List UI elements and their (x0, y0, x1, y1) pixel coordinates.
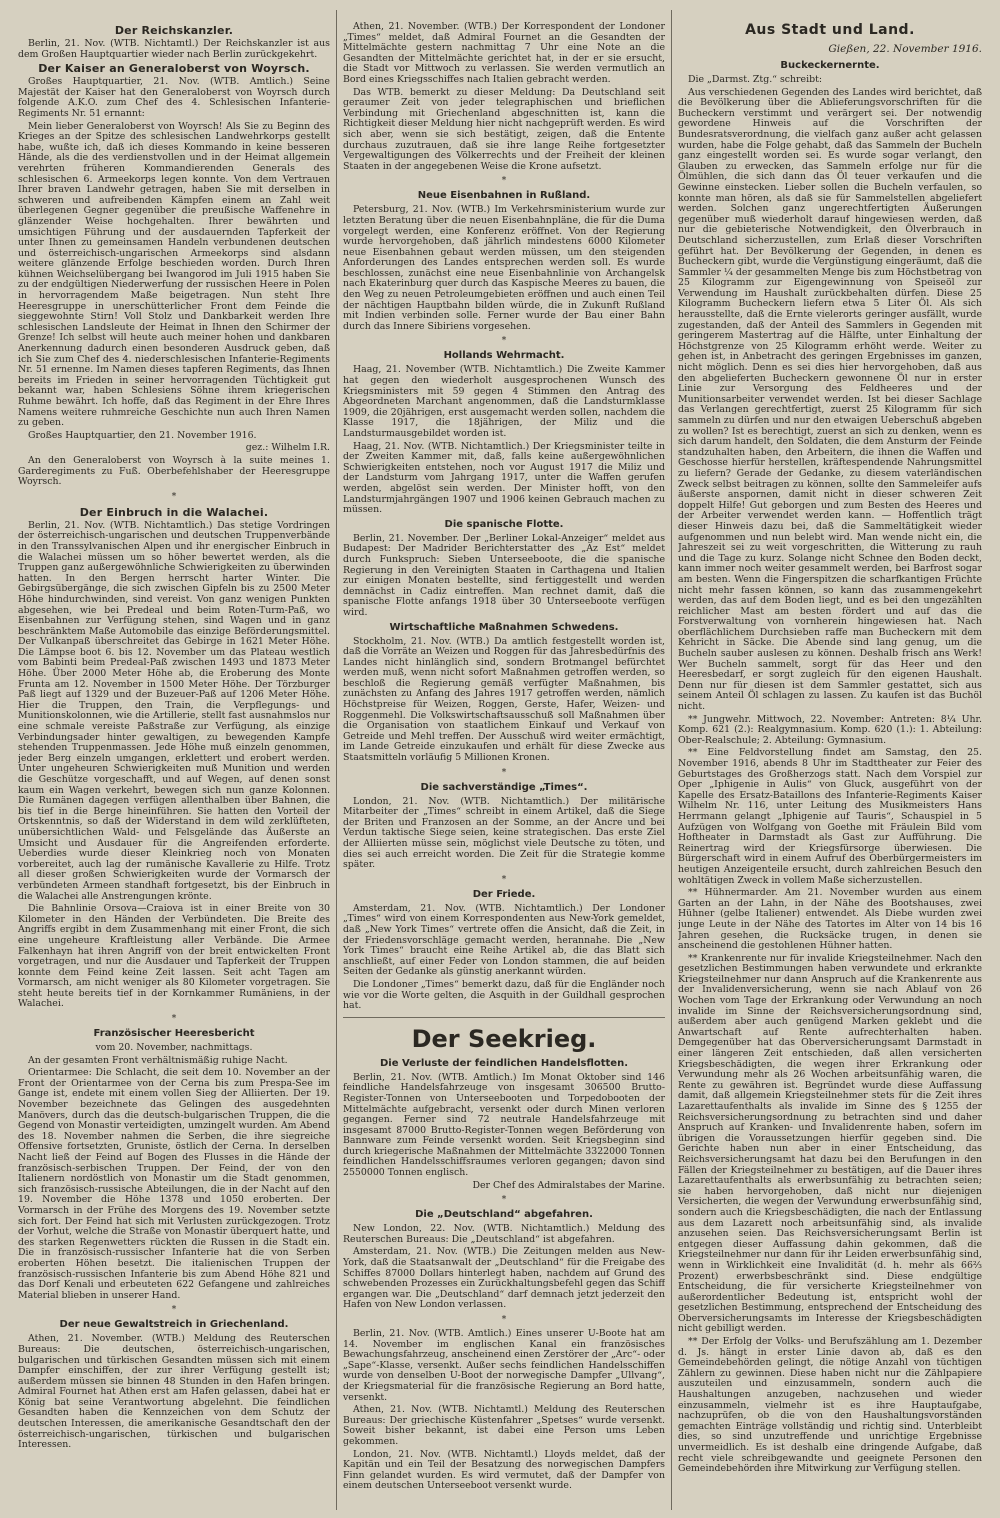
article-subheadline: vom 20. November, nachmittags. (95, 1042, 253, 1054)
article-paragraph: Die Bahnlinie Orsova—Craiova ist in einer Breite von 30 Kilometer in den Händen der Verbündeten. Die Breite des Angriffs ergibt in dem Zusammenhang mit einer Front, die sich eine ungeheure Kraftleistung aller Verbände. Die Armee Falkenhayn hat ihren Angriff von der breit entwickelten Front vorgetragen, und nur die Ausdauer und Tapferkeit der Truppen konnte dem Feind keine Zeit lassen. Seit acht Tagen am Vormarsch, am nicht weniger als 80 Kilometer vorgetragen. Sie steht heute bereits tief in der Kornkammer Rumäniens, in der Walachei. (18, 903, 330, 1010)
column-middle (343, 22, 665, 1510)
article-paragraph: Großes Hauptquartier, 21. Nov. (WTB. Amtlich.) Seine Majestät der Kaiser hat den Generaloberst von Woyrsch durch folgende A.K.O. zum Chef des 4. Schlesischen Infanterie-Regiments Nr. 51 ernannt: (18, 76, 330, 119)
article-paragraph: Petersburg, 21. Nov. (WTB.) Im Verkehrsministerium wurde zur letzten Beratung über die neuen Eisenbahnpläne, die für die Duma vorgelegt werden, eine Konferenz eröffnet. Von der Regierung wurde hervorgehoben, daß jährlich mindestens 6000 Kilometer neue Eisenbahnen gebaut werden müssen, um den steigenden Anforderungen des Landes entsprechen werden soll. Es wurde beschlossen, zunächst eine neue Eisenbahnlinie von Archangelsk nach Ekaterinburg quer durch das Kaspische Meeres zu bauen, die den Weg zu neuen Petroleumgebieten eröffnen und auch einen Teil der nächtigen Hauptbahn bilden würde, die in Zukunft Rußland mit Indien verbinden solle. Ferner wurde der Bau einer Bahn durch das Innere Sibiriens vorgesehen. (343, 204, 665, 332)
article-headline: Die spanische Flotte. (444, 518, 564, 530)
separator-asterisk: * (501, 336, 507, 347)
article-paragraph: Orientarmee: Die Schlacht, die seit dem 10. November an der Front der Orientarmee von der Cerna bis zum Prespa-See im Gange ist, endete mit einem vollen Sieg der Alliierten. Der 19. November bezeichnete das Gelingen des ausgedehnten Manövers, durch das die deutsch-bulgarischen Truppen, die die Gegend von Monastir verteidigten, umzingelt wurden. Am Abend des 18. November nahmen die Serben, die ihre siegreiche Offensive fortsetzten, Gruniste, östlich der Cerna. In derselben Nacht ließ der Feind auf Bogen des Flusses in die Hände der französisch-serbischen Truppen. Der Feind, der von den Italienern nordöstlich von Monastir um die Stadt genommen, sich französisch-russische Abteilungen, die in der Nacht auf den 19. November die Höhe 1378 und 1050 eroberten. Der Vormarsch in der Frühe des Morgens des 19. November setzte sich fort. Der Feind hat sich mit Verlusten zurückgezogen. Trotz der Vorhut, welche die Straße von Monastir überquert hatte, und des starken Regenwetters rückten die Russen in die Stadt ein. Die in französisch-russischer Infanterie hat die von Serben eroberten Höhen besetzt. Die italienischen Truppen der französisch-russischen Infanterie bis zum Abend Höhe 821 und das Dorf Kenali und erbeuteten 622 Gefangene und zahlreiches Material blieben in unserer Hand. (18, 1067, 330, 1301)
dateline: Gießen, 22. November 1916. (828, 43, 982, 55)
local-news-item: ** Hühnermarder. Am 21. November wurden aus einem Garten an der Lahn, in der Nähe des Bootshauses, zwei Hühner (gelbe Italiener) entwendet. Als Diebe wurden zwei junge Leute in der Nähe des Tatortes im Alter von 14 bis 16 Jahren gesehen, die Rucksäcke trugen, in denen sie anscheinend die gestohlenen Hühner hatten. (678, 887, 982, 952)
article-headline: Neue Eisenbahnen in Rußland. (417, 190, 591, 202)
article-paragraph: Die Londoner „Times“ bemerkt dazu, daß für die Engländer noch wie vor die Worte gelten, die Asquith in der Guildhall gesprochen hat. (343, 978, 665, 1012)
article-paragraph: Mein lieber Generaloberst von Woyrsch! Als Sie zu Beginn des Krieges an der Spitze des schlesischen Landwehrkorps gestellt habe, wußte ich, daß ich dieses Kommando in keine besseren Hände, als die des verdienstvollen und in der Heimat allgemein verehrten früheren Kommandierenden Generals des schlesischen 6. Armeekorps legen konnte. Von dem Vertrauen Ihrer braven Landwehr getragen, haben Sie mit derselben in schweren und aufreibenden Kämpfen einem an Zahl weit überlegenen Gegner gegenüber die preußische Waffenehre in glänzender Weise hochgehalten. Ihrer bewährten und umsichtigen Führung und der ausdauernden Tapferkeit der unter Ihnen zu gemeinsamen Handeln verbundenen deutschen und österreichisch-ungarischen Armeekorps sind alsdann weitere glänzende Erfolge beschieden worden. Durch Ihren kühnen Weichselübergang bei Iwangorod im Juli 1915 haben Sie zu der endgültigen Niederwerfung der russischen Heere in Polen in hervorragendem Maße beigetragen. Nun steht Ihre Heeresgruppe in unerschütterlicher Front dem Feinde die sieggewohnte Stirn! Voll Stolz und Dankbarkeit werden Ihre schlesischen Landsleute der Heimat in Ihnen den Schirmer der Grenze! Ich selbst will heute auch meiner hohen und dankbaren Anerkennung dadurch einen besonderen Ausdruck geben, daß ich Sie zum Chef des 4. niederschlesischen Infanterie-Regiments Nr. 51 ernenne. Im Namen dieses tapferen Regiments, das Ihnen bereits im Frieden in seiner hervorragenden Tüchtigkeit gut bekannt war, haben Schlesiens Söhne ihrem kriegerischen Ruhme bewährt. Ich hoffe, daß das Regiment in der Ehre Ihres Namens weitere ruhmreiche Geschichte nun auch Ihren Namen zu geben. (18, 120, 330, 429)
separator-asterisk: * (501, 1315, 507, 1325)
section-title: Aus Stadt und Land. (745, 22, 915, 38)
local-news-item: ** Der Erfolg der Volks- und Berufszählung am 1. Dezember d. Js. hängt in erster Linie davon ab, daß es den Gemeindebehörden gelingt, die nötige Anzahl von tüchtigen Zählern zu gewinnen. Diese haben nicht nur die Zählpapiere auszuteilen und einzusammeln, sondern auch die Haushaltungen anzugeben, nachzusehen und wieder einzusammeln, vielmehr ist es ihre Hauptaufgabe, nachzuprüfen, ob die von den Haushaltungsvorständen gemachten Einträge vollständig und richtig sind. Unterbleibt dies, so sind unzutreffende und unrichtige Ergebnisse unvermeidlich. Es ist deshalb eine dringende Aufgabe, daß recht viele schreibgewandte und geeignete Personen den Gemeindebehörden ihre Mitwirkung zur Verfügung stellen. (678, 1336, 982, 1475)
article-headline: Der Kaiser an Generaloberst von Woyrsch. (38, 62, 310, 76)
separator-asterisk: * (171, 1305, 177, 1316)
separator-asterisk: * (501, 1195, 507, 1206)
article-paragraph: Das WTB. bemerkt zu dieser Meldung: Da Deutschland seit geraumer Zeit von jeder telegraphischen und brieflichen Verbindung mit Griechenland abgeschnitten ist, kann die Richtigkeit dieser Meldung hier nicht nachgeprüft werden. Es wird sich aber, wenn sie sich bestätigt, zeigen, daß die Entente durchaus zuzutrauen, daß sie ihre lange Reihe fortgesetzter Vergewaltigungen des Völkerrechts und der Freiheit der kleinen Staaten in der angegebenen Weise die Krone aufsetzt. (343, 86, 665, 172)
column-divider (671, 10, 672, 1510)
local-news-item: ** Jungwehr. Mittwoch, 22. November: Antreten: 8¼ Uhr. Komp. 621 (2.): Realgymnasium. Komp. 620 (1.): 1. Abteilung: Ober-Realschule; 2. Abteilung: Gymnasium. (678, 713, 982, 746)
article-paragraph: Haag, 21. November (WTB. Nichtamtlich.) Die Zweite Kammer hat gegen den wiederholt ausgesprochenen Wunsch des Kriegsministers mit 59 gegen 4 Stimmen den Antrag des Abgeordneten Marchant angenommen, daß die Landsturmklasse 1909, die 20jährigen, erst ausgemacht werden sollen, nachdem die Klasse 1917, die 18jährigen, der Miliz und die Landsturmausgebildet worden ist. (343, 364, 665, 439)
article-paragraph: Berlin, 21. Nov. (WTB. Amtlich.) Eines unserer U-Boote hat am 14. November im englischen Kanal ein französisches Bewachungsfahrzeug, anscheinend einen Zerstörer der „Arc“- oder „Sape“-Klasse, versenkt. Außer sechs feindlichen Handelsschiffen wurde von denselben U-Boot der norwegische Dampfer „Ullvang“, der Kriegsmaterial für die französische Regierung an Bord hatte, versenkt. (343, 1328, 665, 1403)
separator-asterisk: * (171, 491, 177, 502)
signature: Der Chef des Admiralstabes der Marine. (472, 1179, 665, 1191)
article-paragraph: Großes Hauptquartier, den 21. November 1916. (28, 429, 257, 441)
article-headline: Der Reichskanzler. (114, 24, 234, 37)
section-title: Der Seekrieg. (411, 1024, 597, 1053)
section-rule (343, 1017, 665, 1018)
article-headline: Der neue Gewaltstreich in Griechenland. (59, 1319, 289, 1331)
signature: gez.: Wilhelm I.R. (245, 442, 330, 454)
article-paragraph: Berlin, 21. Nov. (WTB. Nichtamtl.) Der Reichskanzler ist aus dem Großen Hauptquartier wieder nach Berlin zurückgekehrt. (18, 38, 330, 60)
column-right (678, 22, 982, 1510)
article-paragraph: Berlin, 21. Nov. (WTB. Nichtamtlich.) Das stetige Vordringen der österreichisch-ungarischen und deutschen Truppenverbände in den Transsylvanischen Alpen und ihr energischer Einbruch in die Walachei müssen um so höher bewertet werden, als die Truppen ganz außergewöhnliche Schwierigkeiten zu überwinden hatten. In den Bergen herrscht harter Winter. Die Gebirgsübergänge, die sich zwischen Gipfeln bis zu 2500 Meter Höhe hindurchwinden, sind vereist. Von ganz wenigen Punkten abgesehen, wie bei Predeal und beim Roten-Turm-Paß, wo Eisenbahnen zur Verfügung stehen, sind Wagen und in ganz beschränktem Maße Automobile das einzige Beförderungsmittel. Der Vulkanpaß überschreitet das Gebirge in 1621 Meter Höhe. Die Lämpse boot 6. bis 12. November um das Plateau westlich vom Babinti beim Predeal-Paß zwischen 1493 und 1873 Meter Höhe. Über 2000 Meter Höhe ab, die Eroberung des Monte Frunta am 12. November in 1500 Meter Höhe. Der Törzburger Paß liegt auf 1329 und der Buzeuer-Paß auf 1206 Meter Höhe. Hier die Truppen, den Train, die Verpflegungs- und Munitionskolonnen, wie die Artillerie, stellt fast ausnahmslos nur eine schmale vereiste Paßstraße zur Verfügung, als einzige Verbindungsader hinter gewaltigen, zu bewegenden Kampfe stehenden Truppenmassen. Jede Höhe muß einzeln genommen, jeder Berg einzeln umgangen, erklettert und erobert werden. Unter ungeheuren Schwierigkeiten muß Munition und werden die Geschütze vorgeschafft, und auf Wegen, auf denen sonst kaum ein Wagen verkehrt, bewegen sich nun ganze Kolonnen. Die Rumänen dagegen verfügen allenthalben über Bahnen, die bis tief in die Berge hineinführen. Sie hatten den Vorteil der Ortskenntnis, so daß der Widerstand in dem wild zerklüfteten, unübersichtlichen Wald- und Felsgelände das Äußerste an Umsicht und Ausdauer für die Angreifenden erforderte. Ueberdies wurde dieser Kleinkrieg noch von Monaten vorbereitet, auch lag der rumänische Kavallerie zu Hilfe. Trotz all dieser großen Schwierigkeiten wurde der Vormarsch der verbündeten Armeen standhaft fortgesetzt, bis der Einbruch in die Walachei alle Anstrengungen krönte. (18, 519, 330, 902)
article-paragraph: London, 21. Nov. (WTB. Nichtamtlich.) Der militärische Mitarbeiter der „Times“ schreibt in einem Artikel, daß die Siege der Briten und Franzosen an der Somme, an der Ancre und bei Verdun taktische Siege seien, keine strategischen. Das erste Ziel der Alliierten müsse sein, möglichst viele Deutsche zu töten, und dies sei auch erreicht worden. Die Zeit für die Strategie komme später. (343, 795, 665, 871)
article-paragraph: Amsterdam, 21. Nov. (WTB. Nichtamtlich.) Der Londoner „Times“ wird von einem Korrespondenten aus New-York gemeldet, daß „New York Times“ vertrete offen die Ansicht, daß die Zeit, in der Friedensvorschläge gemacht werden, herannahe. Die „New York Times“ braucht eine Reihe Artikel ab, die das Blatt sich anschließt, auf einer Feder von London stammen, die auf beiden Seiten der Gedanke als günstig anerkannt würden. (343, 902, 665, 978)
article-headline: Die Verluste der feindlichen Handelsflotten. (379, 1057, 629, 1069)
article-paragraph: Berlin, 21. Nov. (WTB. Amtlich.) Im Monat Oktober sind 146 feindliche Handelsfahrzeuge von insgesamt 306500 Brutto-Register-Tonnen von Unterseebooten und Torpedobooten der Mittelmächte aufgebracht, versenkt oder durch Minen verloren gegangen. Ferner sind 72 neutrale Handelsfahrzeuge mit insgesamt 87000 Brutto-Register-Tonnen wegen Beförderung von Bannware zum Feinde versenkt worden. Seit Kriegsbeginn sind durch kriegerische Maßnahmen der Mittelmächte 3322000 Tonnen feindlichen Handelsschiffsraumes verloren gegangen; davon sind 2550000 Tonnen englisch. (343, 1071, 665, 1179)
article-paragraph: Stockholm, 21. Nov. (WTB.) Da amtlich festgestellt worden ist, daß die Vorräte an Weizen und Roggen für das Jahresbedürfnis des Landes nicht hinlänglich sind, sondern Brotmangel befürchtet werden muß, wenn nicht sofort Maßnahmen getroffen werden, so beschloß die Regierung gemäß verfügter Maßnahmen, bis zunächsten zu Anfang des Jahres 1917 getroffen werden, nämlich Höchstpreise für Weizen, Roggen, Gerste, Hafer, Weizen- und Roggenmehl. Die Volkswirtschaftsausschuß soll Maßnahmen über die Organisation von staatlichem Einkauf und Verkauf von Getreide und Mehl treffen. Der Ausschuß wird weiter ermächtigt, im Lande Getreide einzukaufen und erhält für diese Zwecke aus Staatsmitteln vorläufig 5 Millionen Kronen. (343, 635, 665, 764)
column-left (18, 22, 330, 1510)
separator-asterisk: * (501, 767, 507, 778)
article-paragraph: An den Generaloberst von Woyrsch à la suite meines 1. Garderegiments zu Fuß. Oberbefehlshaber der Heeresgruppe Woyrsch. (18, 454, 330, 488)
article-paragraph: Berlin, 21. November. Der „Berliner Lokal-Anzeiger“ meldet aus Budapest: Der Madrider Berichterstatter des „Az Est“ meldet durch Funkspruch: Sieben Unterseeboote, die die spanische Regierung in den Vereinigten Staaten in Carthagena und Italien zur einigen Monaten bestellte, sind fertiggestellt und werden demnächst in Cadiz eintreffen. Man rechnet damit, daß die spanische Flotte anfangs 1918 über 30 Unterseeboote verfügen wird. (343, 532, 665, 618)
article-paragraph: Athen, 21. Nov. (WTB. Nichtamtl.) Meldung des Reuterschen Bureaus: Der griechische Küstenfahrer „Spetses“ wurde versenkt. Soweit bisher bekannt, ist dabei eine Person ums Leben gekommen. (343, 1404, 665, 1447)
separator-asterisk: * (501, 874, 507, 885)
article-headline: Wirtschaftliche Maßnahmen Schwedens. (389, 621, 619, 633)
article-paragraph: New London, 22. Nov. (WTB. Nichtamtlich.) Meldung des Reuterschen Bureaus: Die „Deutschland“ ist abgefahren. (343, 1223, 665, 1245)
local-news-item: ** Eine Feldvorstellung findet am Samstag, den 25. November 1916, abends 8 Uhr im Stadttheater zur Feier des Geburtstages des Großherzogs statt. Nach dem Vorspiel zur Oper „Iphigenie in Aulis“ von Gluck, ausgeführt von der Kapelle des Ersatz-Bataillons des Infanterie-Regiments Kaiser Wilhelm Nr. 116, unter Leitung des Musikmeisters Hans Herrmann gelangt „Iphigenie auf Tauris“, Schauspiel in 5 Aufzügen von Wolfgang von Goethe mit Fräulein Bild vom Hoftheater in Darmstadt als Gast zur Aufführung. Die Reinertrag wird der Kriegsfürsorge überwiesen. Die Bürgerschaft wird in einem Aufruf des Oberbürgermeisters im heutigen Anzeigenteile ersucht, durch zahlreichen Besuch den wohltätigen Zweck in vollem Maße sicherzustellen. (678, 747, 982, 886)
article-headline: Der Einbruch in die Walachei. (79, 505, 269, 519)
article-headline: Die sachverständige „Times“. (420, 781, 588, 793)
article-headline: Die „Deutschland“ abgefahren. (415, 1209, 593, 1221)
article-paragraph: Athen, 21. November. (WTB.) Der Korrespondent der Londoner „Times“ meldet, daß Admiral Fournet an die Gesandten der Mittelmächte gestern nachmittag 7 Uhr eine Note an die Gesandten der Mittelmächte gerichtet hat, in der er sie ersucht, die Stadt vor Mittwoch zu verlassen. Sie werden vermutlich an Bord eines Kriegsschiffes nach Italien gebracht werden. (343, 22, 665, 85)
article-headline: Der Friede. (472, 888, 536, 900)
separator-asterisk: * (171, 1014, 177, 1025)
article-paragraph: Haag, 21. Nov. (WTB. Nichtamtlich.) Der Kriegsminister teilte in der Zweiten Kammer mit, daß, falls keine außergewöhnlichen Schwierigkeiten entstehen, noch vor August 1917 die Miliz und der Landsturm vom Jahrgang 1917, unter die Waffen gerufen werden, abgelöst sein werden. Der Minister hofft, von den Landsturmjahrgängen 1907 und 1906 keinen Gebrauch machen zu müssen. (343, 440, 665, 516)
article-paragraph: An der gesamten Front verhältnismäßig ruhige Nacht. (28, 1054, 288, 1066)
column-divider (336, 10, 337, 1510)
article-headline: Buckeckernernte. (780, 60, 880, 71)
article-paragraph: London, 21. Nov. (WTB. Nichtamtl.) Lloyds meldet, daß der Kapitän und ein Teil der Besatzung des norwegischen Dampfers Finn gelandet wurden. Es wird vermutet, daß der Dampfer von einem deutschen Unterseeboot versenkt wurde. (343, 1448, 665, 1492)
local-news-item: ** Krankenrente nur für invalide Kriegsteilnehmer. Nach den gesetzlichen Bestimmungen haben verwundete und erkrankte Kriegsteilnehmer nur dann Anspruch auf die Krankenrente aus der Invalidenversicherung, wenn sie nach Ablauf von 26 Wochen vom Tage der Erkrankung oder Verwundung an noch invalide im Sinne der Reichsversicherungsordnung sind, außerdem aber auch genügend Marken geklebt und die Anwartschaft auf Rente aufrechterhalten haben. Demgegenüber hat das Oberversicherungsamt Darmstadt in einer längeren Zeit entschieden, daß allen versicherten Kriegsbeschädigten, die wegen ihrer Erkrankung oder Verwundung mehr als 26 Wochen arbeitsunfähig waren, die Rente zu gewähren ist. Begründet wurde diese Auffassung damit, daß allgemein Kriegsteilnehmer stets für die Zeit ihres Lazarettaufenthalts als invalide im Sinne des § 1255 der Reichsversicherungsordnung zu betrachten sind und daher Anspruch auf Kranken- und Invalidenrente haben, sofern im übrigen die Voraussetzungen hierfür gegeben sind. Die Gerichte haben nun aber in einer Entscheidung, das Reichsversicherungsamt hat dazu bei den Berufungen in den Fällen der Kriegsteilnehmer zu bestätigen, auf die Dauer ihres Lazarettaufenthalts als erwerbsunfähig zu betrachten seien; sie haben hervorgehoben, daß nicht nur diejenigen Versicherten, die wegen der Verwundung erwerbsunfähig sind, sondern auch die Kriegsbeschädigten, die nach der Entlassung aus dem Lazarett noch arbeitsunfähig sind, als invalide anzusehen seien. Das Reichsversicherungsamt Berlin ist entgegen dieser Auffassung dahin gekommen, daß die Kriegsteilnehmer nur dann für ihr Leiden erwerbsunfähig sind, wenn in Wirklichkeit eine Invalidität (d. h. mehr als 66⅔ Prozent) erwerbsbeschränkt sind. Diese endgültige Entscheidung, die für versicherte Kriegsteilnehmer von außerordentlicher Bedeutung ist, entspricht wohl der gesetzlichen Bestimmung, entsprechend der Entscheidung des Oberversicherungsamts im Interesse der Kriegsbeschädigten nicht gebilligt werden. (678, 952, 982, 1335)
article-paragraph: Amsterdam, 21. Nov. (WTB.) Die Zeitungen melden aus New-York, daß die Staatsanwalt der „Deutschland“ für die Freigabe des Schiffes 87000 Dollars hinterlegt haben, nachdem auf Grund des schwebenden Prozesses ein Zurückhaltungsbefehl gegen das Schiff ergangen war. Die „Deutschland“ darf demnach jetzt jederzeit den Hafen von New London verlassen. (343, 1246, 665, 1311)
article-headline: Französischer Heeresbericht (93, 1028, 255, 1040)
article-paragraph: Athen, 21. November. (WTB.) Meldung des Reuterschen Bureaus: Die deutschen, österreichisch-ungarischen, bulgarischen und türkischen Gesandten müssen sich mit einem Dampfer einschiffen, der zur ihrer Verfügung gestellt ist; außerdem müssen sie binnen 48 Stunden in den Hafen bringen. Admiral Fournet hat Athen erst am Hafen gelassen, dabei hat er König bat seine Verantwortung abgelehnt. Die feindlichen Gesandten haben die Kennzeichen von dem Schutz der deutschen Interessen, die amerikanische Gesandtschaft den der österreichisch-ungarischen, türkischen und bulgarischen Interessen. (18, 1333, 330, 1451)
separator-asterisk: * (501, 176, 507, 187)
article-paragraph: Die „Darmst. Ztg.“ schreibt: (688, 74, 823, 85)
article-headline: Hollands Wehrmacht. (443, 350, 565, 362)
article-paragraph: Aus verschiedenen Gegenden des Landes wird berichtet, daß die Bevölkerung über die Ablieferungsvorschriften für die Bucheckern verstimmt und verärgert sei. Der notwendig gewordene Hinweis auf die Vorschriften der Bundesratsverordnung, die vielfach ganz außer acht gelassen wurden, habe die Folge gehabt, daß das Sammeln der Bucheln ganz eingestellt worden sei. Es wurde sogar verlangt, den Glauben zu erwecken, das Sammeln erfolge nur für die Ölmühlen, die sich dann das Öl teuer verkaufen und die Gewinne einstecken. Lieber sollen die Bucheln verfaulen, so konnte man hören, als daß sie für Sammelstellen abgeliefert werden. Solchen ganz ungerechtfertigten Äußerungen gegenüber muß wiederholt darauf hingewiesen werden, daß nur die gebieterische Notwendigkeit, den Ölverbrauch in Deutschland sicherzustellen, zum Erlaß dieser Vorschriften geführt hat. Der Bevölkerung der Gegenden, in denen es Bucheckern gibt, wurde die Vergünstigung eingeräumt, daß die Sammler ¼ der gesammelten Menge bis zum Höchstbetrag von 25 Kilogramm zur Eigengewinnung von Speiseöl zur Verwendung im Haushalt zurückbehalten dürfen. Diese 25 Kilogramm Bucheckern liefern etwa 5 Liter Öl. Als sich herausstellte, daß die Ernte vielerorts geringer ausfällt, wurde zugestanden, daß der Anteil des Sammlers in Gegenden mit geringerem Mastertrag auf die Hälfte, unter Einhaltung der Höchstgrenze von 25 Kilogramm erhöht werde. Weiter zu gehen ist, in Anbetracht des geringen Ergebnisses im ganzen, nicht möglich. Denn es sei dies hier hervorgehoben, daß aus den abgelieferten Bucheckern gewonnene Öl nur in erster Linie zur Versorgung des Feldheeres und der Munitionsarbeiter verwendet werden. Ist bei dieser Sachlage das Verlangen gerechtfertigt, zuerst 25 Kilogramm für sich sammeln zu dürfen und nur den etwaigen Ueberschuß abgeben zu wollen? Ist es berechtigt, zuerst an sich zu denken, wenn es sich darum handelt, den Soldaten, die dem Ansturm der Feinde standzuhalten haben, den Arbeitern, die ihnen die Waffen und Geschosse hierfür herstellen, kräftespendende Nahrungsmittel zu liefern? Gerade der Gedanke, zu diesem vaterländischen Zweck selbst beitragen zu können, sollte den Sammeleifer aufs äußerste anspornen, damit nicht in dieser schweren Zeit doppelt Hilfe! Gut geborgen und zum Besten des Heeres und der Arbeiter verwendet werden kann. — Hoffentlich trägt dieser Hinweis dazu bei, daß die Sammeltätigkeit wieder aufgenommen und nun belebt wird. Man wende nicht ein, die Jahreszeit sei zu weit vorgeschritten, die Witterung zu rauh und die Tage zu kurz. Solange nicht Schnee den Boden deckt, kann immer noch weiter gesammelt werden, bei Barfrost sogar am besten. Wenn die Fingerspitzen die scharfkantigen Früchte nicht mehr fassen können, so kann das zusammengekehrt werden, das auf dem Boden liegt, und es bei den ungezählten reichlicher Mast am besten fördert und auf das die Forstverwaltung von vornherein hingewiesen hat. Nach oberflächlichem Durchsieben raffe man Bucheckern mit dem Kehricht in Säcke. Die Abende sind lang genug, um die Bucheln sauber auslesen zu können. Deshalb frisch ans Werk! Wer Bucheln sammelt, sorgt für das Heer und den Heeresbedarf, er sorgt zugleich für den eigenen Haushalt. Denn nur für diesen ist dem Sammler gestattet, sich aus seinem Anteil Öl schlagen zu lassen. Zu kaufen ist das Buchöl nicht. (678, 86, 982, 713)
